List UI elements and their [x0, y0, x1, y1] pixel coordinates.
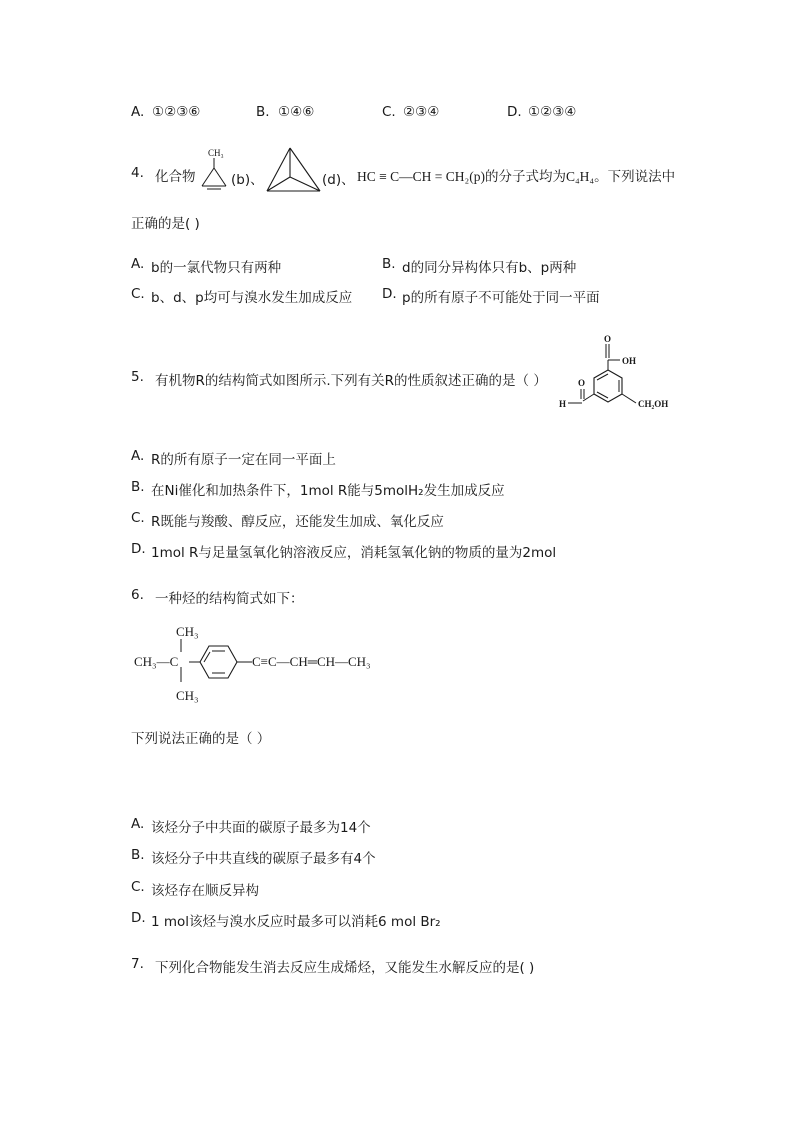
r-o-top: O: [604, 334, 612, 344]
q7-number: 7.: [131, 956, 144, 972]
q6-option-d-letter: D.: [131, 910, 146, 926]
q6-option-b-text: 该烃分子中共直线的碳原子最多有4个: [151, 851, 376, 867]
q6-option-d-text: 1 mol该烃与溴水反应时最多可以消耗6 mol Br₂: [151, 914, 441, 930]
q5-number: 5.: [131, 369, 144, 385]
q3-option-b-letter: B.: [256, 104, 270, 120]
q3-option-a-letter: A.: [131, 104, 145, 120]
q5-option-b-text: 在Ni催化和加热条件下，1mol R能与5molH₂发生加成反应: [151, 483, 505, 499]
q5-stem: 有机物R的结构简式如图所示.下列有关R的性质叙述正确的是（ ）: [155, 373, 547, 389]
q4-lead: 化合物: [155, 169, 196, 185]
q4-option-a-letter: A.: [131, 256, 145, 272]
r-ch2oh: CH₂OH: [638, 399, 669, 409]
q7-stem: 下列化合物能发生消去反应生成烯烃，又能发生水解反应的是( ): [155, 960, 535, 976]
q4-option-b-text: d的同分异构体只有b、p两种: [402, 260, 577, 276]
q4-p-formula: HC ≡ C—CH = CH₂(p)的分子式均为C₄H₄。下列说法中: [357, 169, 676, 184]
compound-r-structure: [556, 332, 676, 418]
q6-ch3-top: CH₃: [176, 624, 199, 639]
q6-ch3-bottom: CH₃: [176, 688, 199, 703]
q4-stem-line2: 正确的是( ): [131, 216, 200, 232]
q4-option-b-letter: B.: [382, 256, 396, 272]
r-o-left: O: [578, 378, 586, 388]
q6-stem: 一种烃的结构简式如下：: [155, 591, 304, 607]
q6-chain: C≡C—CH═CH—CH₃: [252, 654, 371, 669]
q4-b-label: (b)、: [231, 172, 264, 188]
q3-option-d-text: ①②③④: [528, 104, 577, 120]
q6-question: 下列说法正确的是（ ）: [131, 731, 271, 747]
q4-option-c-letter: C.: [131, 286, 145, 302]
q3-option-b-text: ①④⑥: [278, 104, 315, 120]
q3-option-c-letter: C.: [382, 104, 396, 120]
q3-option-a-text: ①②③⑥: [152, 104, 201, 120]
compound-d-structure: [264, 145, 324, 197]
q6-option-c-letter: C.: [131, 879, 145, 895]
q5-option-b-letter: B.: [131, 479, 145, 495]
compound-b-structure: [196, 144, 232, 196]
q5-option-d-letter: D.: [131, 541, 146, 557]
r-h-left: H: [559, 399, 567, 409]
q4-number: 4.: [131, 165, 144, 181]
q6-ch3-left: CH₃—C: [134, 654, 179, 669]
q3-option-d-letter: D.: [507, 104, 522, 120]
q4-option-d-letter: D.: [382, 286, 397, 302]
hydrocarbon-structure: [132, 620, 407, 706]
q3-option-c-text: ②③④: [403, 104, 440, 120]
q4-option-c-text: b、d、p均可与溴水发生加成反应: [151, 290, 353, 306]
q4-option-a-text: b的一氯代物只有两种: [151, 260, 282, 276]
q6-number: 6.: [131, 587, 144, 603]
q5-option-a-text: R的所有原子一定在同一平面上: [151, 452, 336, 468]
q5-option-d-text: 1mol R与足量氢氧化钠溶液反应，消耗氢氧化钠的物质的量为2mol: [151, 545, 557, 561]
q5-option-c-letter: C.: [131, 510, 145, 526]
q4-d-label: (d)、: [322, 172, 355, 188]
q6-option-a-letter: A.: [131, 816, 145, 832]
q5-option-c-text: R既能与羧酸、醇反应，还能发生加成、氧化反应: [151, 514, 444, 530]
q6-option-c-text: 该烃存在顺反异构: [151, 883, 259, 899]
q4-option-d-text: p的所有原子不可能处于同一平面: [402, 290, 600, 306]
q5-option-a-letter: A.: [131, 448, 145, 464]
q6-option-a-text: 该烃分子中共面的碳原子最多为14个: [151, 820, 371, 836]
compound-b-ch3: CH₃: [208, 148, 224, 158]
r-oh-top: OH: [622, 356, 637, 366]
q6-option-b-letter: B.: [131, 847, 145, 863]
